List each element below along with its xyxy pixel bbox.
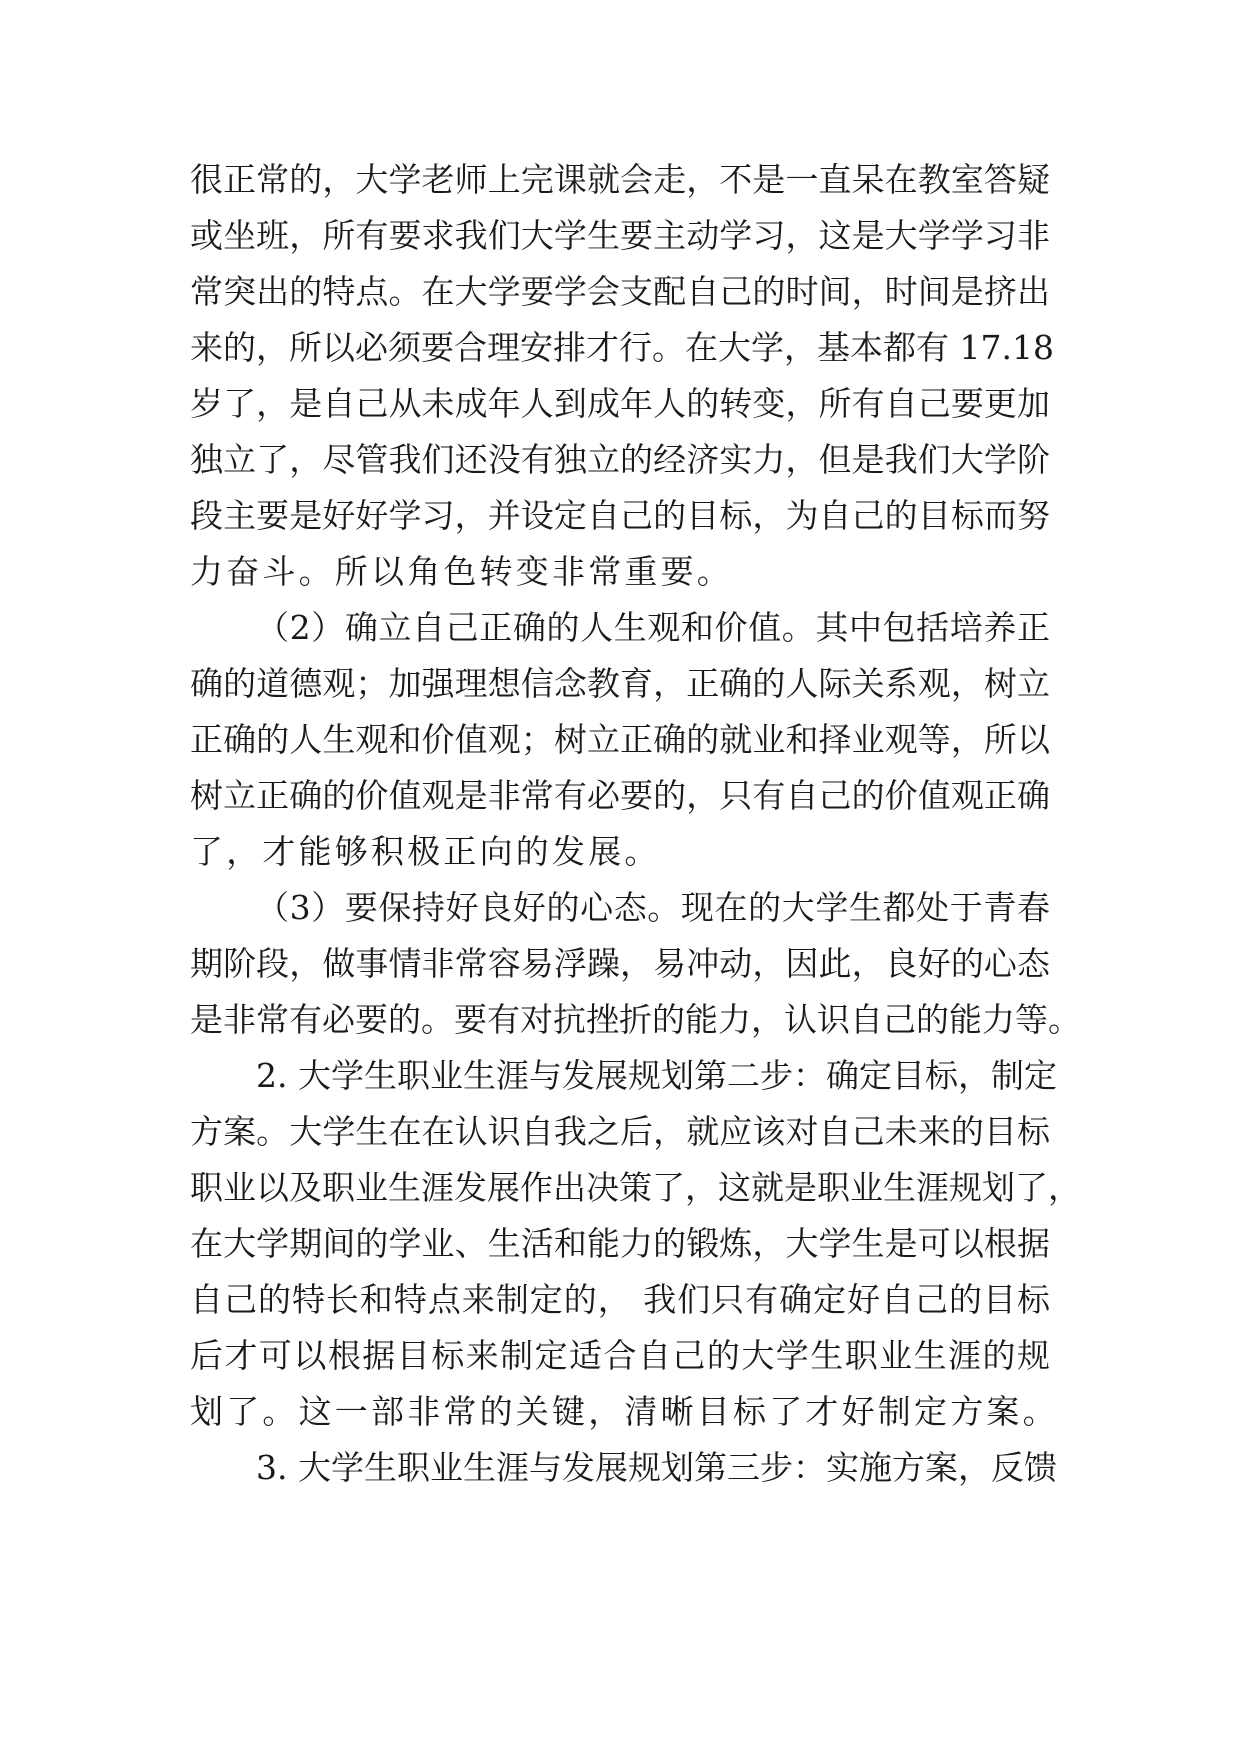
text-line: 自己的特长和特点来制定的， 我们只有确定好自己的目标 [190,1280,1050,1319]
text-line: 来的，所以必须要合理安排才行。在大学，基本都有 17.18 [190,328,1054,367]
text-line: 是非常有必要的。要有对抗挫折的能力，认识自己的能力等。 [190,1000,1081,1039]
text-line: 正确的人生观和价值观；树立正确的就业和择业观等，所以 [190,720,1050,759]
text-line: 很正常的，大学老师上完课就会走，不是一直呆在教室答疑 [190,160,1050,199]
text-line: 期阶段，做事情非常容易浮躁，易冲动，因此，良好的心态 [190,944,1050,983]
text-line: 划了。这一部非常的关键，清晰目标了才好制定方案。 [190,1392,1059,1431]
text-line: 岁了，是自己从未成年人到成年人的转变，所有自己要更加 [190,384,1050,423]
text-line: 后才可以根据目标来制定适合自己的大学生职业生涯的规 [190,1336,1050,1375]
paragraph-first-line: （3）要保持好良好的心态。现在的大学生都处于青春 [256,888,1050,927]
text-line: 了，才能够积极正向的发展。 [190,832,661,871]
text-line: 或坐班，所有要求我们大学生要主动学习，这是大学学习非 [190,216,1050,255]
text-line: 常突出的特点。在大学要学会支配自己的时间，时间是挤出 [190,272,1050,311]
paragraph-first-line: 3. 大学生职业生涯与发展规划第三步：实施方案，反馈 [256,1448,1057,1487]
text-line: 方案。大学生在在认识自我之后，就应该对自己未来的目标 [190,1112,1050,1151]
text-line: 独立了，尽管我们还没有独立的经济实力，但是我们大学阶 [190,440,1050,479]
text-line: 段主要是好好学习，并设定自己的目标，为自己的目标而努 [190,496,1050,535]
text-line: 在大学期间的学业、生活和能力的锻炼，大学生是可以根据 [190,1224,1050,1263]
paragraph-first-line: 2. 大学生职业生涯与发展规划第二步：确定目标，制定 [256,1056,1057,1095]
text-line: 树立正确的价值观是非常有必要的，只有自己的价值观正确 [190,776,1050,815]
text-line: 力奋斗。所以角色转变非常重要。 [190,552,733,591]
text-line: 确的道德观；加强理想信念教育，正确的人际关系观，树立 [190,664,1050,703]
paragraph-first-line: （2）确立自己正确的人生观和价值。其中包括培养正 [256,608,1050,647]
text-line: 职业以及职业生涯发展作出决策了，这就是职业生涯规划了， [190,1168,1081,1207]
